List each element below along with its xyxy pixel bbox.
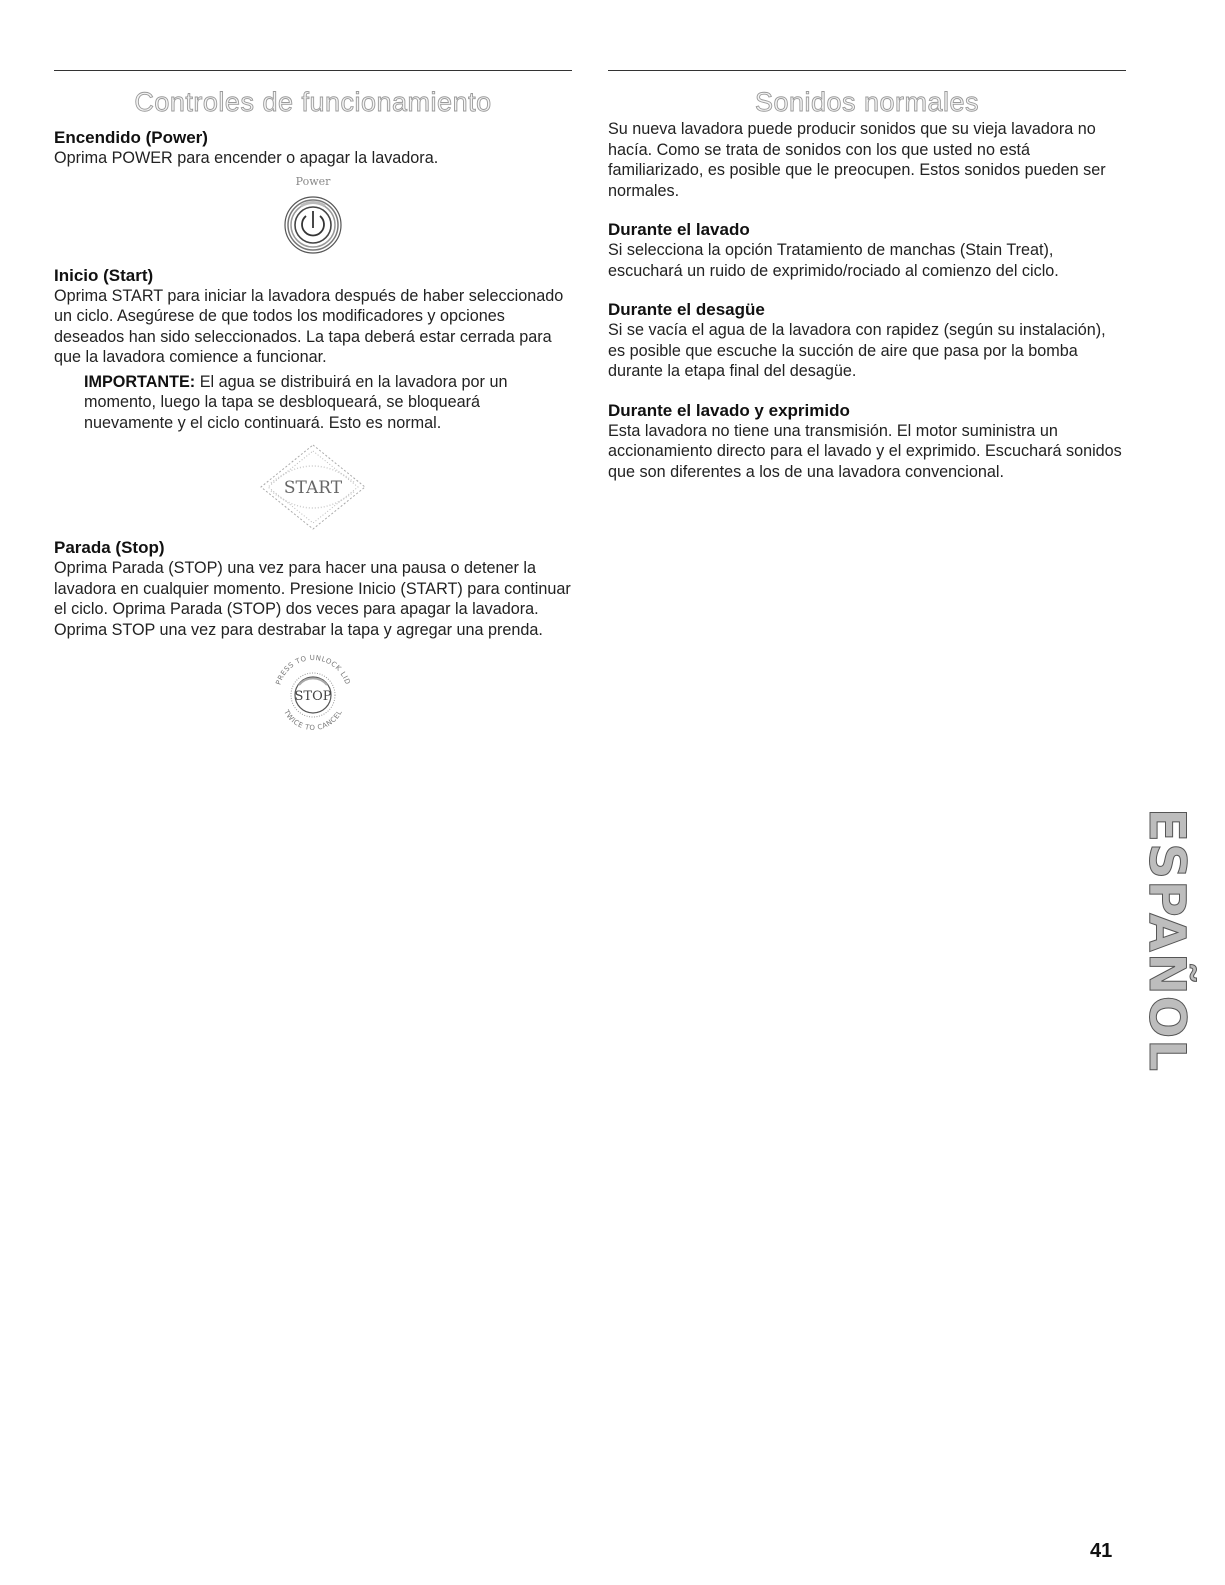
language-side-tab [1138, 807, 1196, 1073]
stop-ring-top-text: PRESS TO UNLOCK LID [274, 653, 352, 686]
power-heading: Encendido (Power) [54, 128, 208, 147]
section-heading: Durante el desagüe [608, 300, 765, 319]
section-title-controls: Controles de funcionamiento [134, 87, 492, 117]
important-label: IMPORTANTE: [84, 372, 196, 391]
section-rule [608, 70, 1126, 71]
section-heading: Durante el lavado [608, 220, 750, 239]
right-column [608, 70, 1126, 482]
start-button-label: START [283, 478, 343, 498]
power-button-illustration [54, 173, 572, 259]
start-button-illustration [54, 441, 572, 533]
start-button-icon [253, 441, 373, 533]
section-text: Esta lavadora no tiene una transmisión. El motor suministra un accionamiento directo para el lavado y el exprimido. Escuchará sonidos que son diferentes a los de una lavadora convencional. [608, 421, 1122, 481]
section-text: Si selecciona la opción Tratamiento de manchas (Stain Treat), escuchará un ruido de exprimido/rociado al comienzo del ciclo. [608, 241, 1059, 280]
language-side-tab-label: ESPAÑOL [1138, 807, 1196, 1073]
power-button-label: Power [295, 174, 331, 188]
stop-button-label: STOP [294, 689, 332, 704]
section-heading: Durante el lavado y exprimido [608, 400, 850, 420]
stop-heading: Parada (Stop) [54, 538, 165, 557]
sounds-intro: Su nueva lavadora puede producir sonidos que su vieja lavadora no hacía. Como se trata de sonidos con los que usted no está familiarizado, es posible que le preocupen. Estos sonidos pueden ser normales. [608, 120, 1106, 200]
power-text: Oprima POWER para encender o apagar la lavadora. [54, 149, 439, 167]
stop-text: Oprima Parada (STOP) una vez para hacer una pausa o detener la lavadora en cualquier momento. Presione Inicio (START) para continuar el ciclo. Oprima Parada (STOP) dos veces para apagar la lavadora. Oprima STOP una vez para destrabar la tapa y agregar una prenda. [54, 559, 571, 639]
section-text: Si se vacía el agua de la lavadora con rapidez (según su instalación), es posible que escuche la succión de aire que pasa por la bomba durante la etapa final del desagüe. [608, 321, 1106, 380]
section-rule [54, 70, 572, 71]
stop-button-icon [265, 652, 361, 734]
start-text: Oprima START para iniciar la lavadora después de haber seleccionado un ciclo. Asegúrese de que todos los modificadores y opciones deseados han sido seleccionados. La tapa deberá estar cerrada para que la lavadora comience a funcionar. [54, 286, 564, 366]
stop-button-illustration [54, 652, 572, 734]
important-note [84, 372, 572, 434]
stop-ring-bottom-text: TWICE TO CANCEL [282, 708, 344, 733]
page-number: 41 [1090, 1540, 1113, 1562]
important-text: El agua se distribuirá en la lavadora por un momento, luego la tapa se desbloqueará, se bloqueará nuevamente y el ciclo continuará. Esto es normal. [84, 372, 508, 432]
power-button-icon [273, 173, 353, 259]
left-column [54, 70, 572, 734]
section-title-sounds: Sonidos normales [754, 87, 980, 117]
start-heading: Inicio (Start) [54, 265, 154, 285]
